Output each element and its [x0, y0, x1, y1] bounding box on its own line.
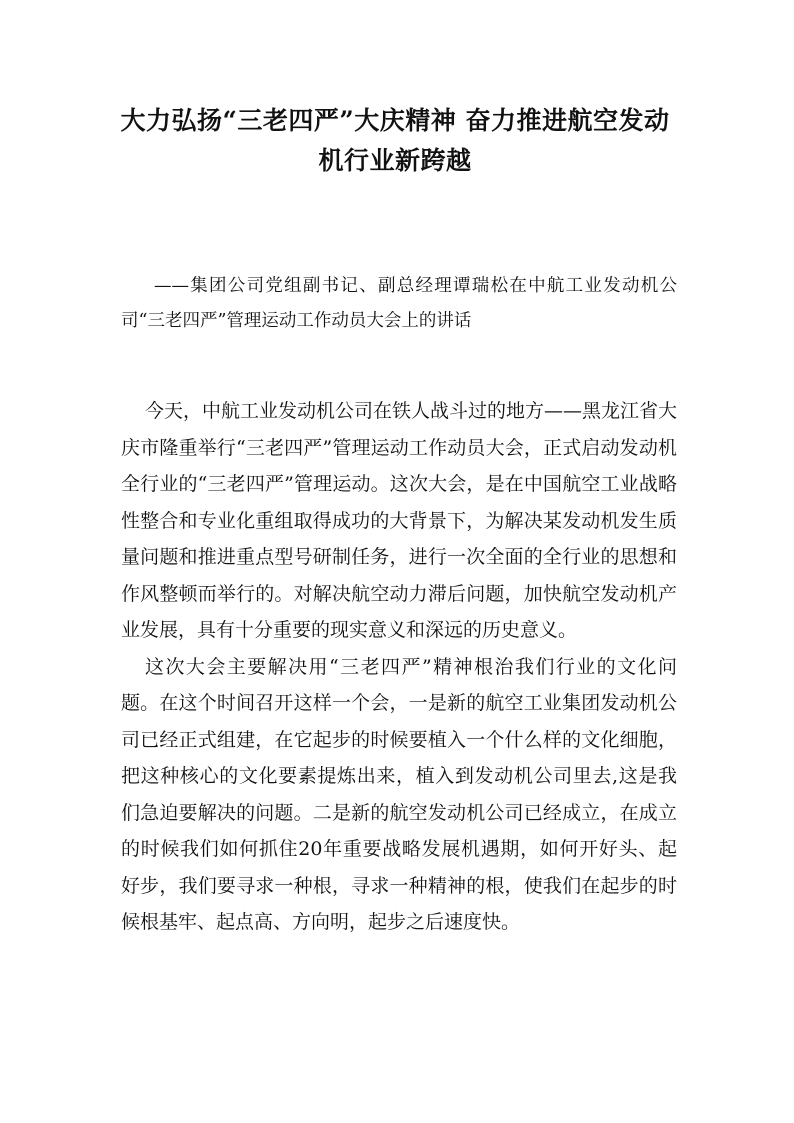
document-title: 大力弘扬“三老四严”大庆精神 奋力推进航空发动机行业新跨越 — [120, 106, 670, 175]
document-subtitle: ——集团公司党组副书记、副总经理谭瑞松在中航工业发动机公司“三老四严”管理运动工作动员大会上的讲话 — [121, 276, 677, 331]
document-body — [121, 393, 677, 941]
body-paragraph: 这次大会主要解决用“三老四严”精神根治我们行业的文化问题。在这个时间召开这样一个会，一是新的航空工业集团发动机公司已经正式组建，在它起步的时候要植入一个什么样的文化细胞，把这种核心的文化要素提炼出来，植入到发动机公司里去,这是我们急迫要解决的问题。二是新的航空发动机公司已经成立，在成立的时候我们如何抓住20年重要战略发展机遇期，如何开好头、起好步，我们要寻求一种根，寻求一种精神的根，使我们在起步的时候根基牢、起点高、方向明，起步之后速度快。 — [121, 655, 677, 933]
body-paragraph: 今天，中航工业发动机公司在铁人战斗过的地方——黑龙江省大庆市隆重举行“三老四严”管理运动工作动员大会，正式启动发动机全行业的“三老四严”管理运动。这次大会，是在中国航空工业战略性整合和专业化重组取得成功的大背景下，为解决某发动机发生质量问题和推进重点型号研制任务，进行一次全面的全行业的思想和作风整顿而举行的。对解决航空动力滞后问题，加快航空发动机产业发展，具有十分重要的现实意义和深远的历史意义。 — [121, 400, 678, 641]
